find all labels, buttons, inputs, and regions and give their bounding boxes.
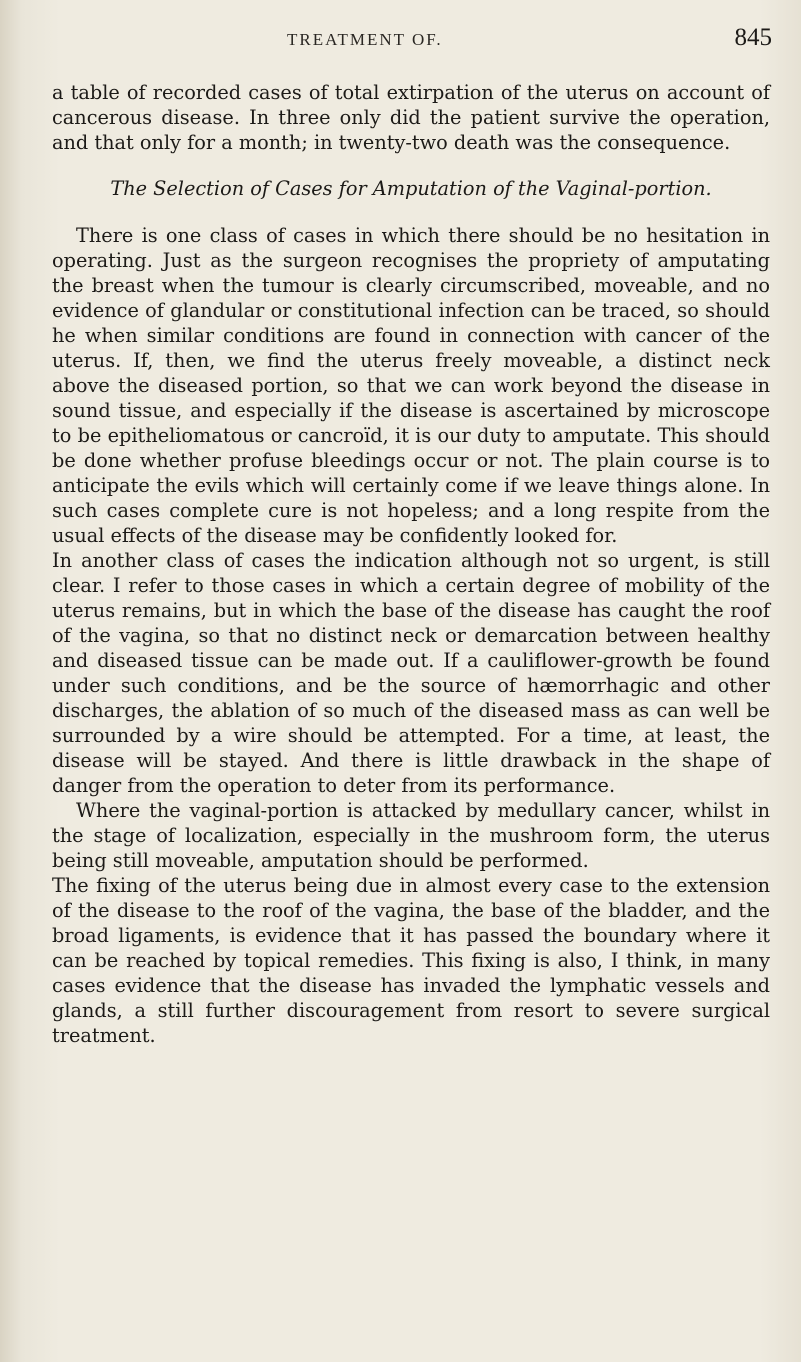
page-number: 845 — [734, 24, 772, 51]
intro-paragraph: a table of recorded cases of total extirpation of the uterus on account of cancerous disease. In three only did the patient survive the operation, and that only for a month; in twenty-two death was the consequence. — [52, 81, 770, 154]
page-header — [52, 24, 772, 64]
paragraph-selection-of-cases: There is one class of cases in which there should be no hesitation in operating. Just as the surgeon recognises the propriety of amputating the breast when the tumour is clearly circumscribed, moveable, and no evidence of glandular or constitutional infection can be traced, so should he when similar conditions are found in connection with cancer of the uterus. If, then, we find the uterus freely moveable, a distinct neck above the diseased portion, so that we can work beyond the disease in sound tissue, and especially if the disease is ascertained by microscope to be epitheliomatous or cancroïd, it is our duty to amputate. This should be done whether profuse bleedings occur or not. The plain course is to anticipate the evils which will certainly come if we leave things alone. In such cases complete cure is not hopeless; and a long respite from the usual effects of the disease may be confidently looked for. — [52, 224, 770, 547]
running-head: TREATMENT OF. — [287, 30, 443, 49]
paragraph-another-class: In another class of cases the indication although not so urgent, is still clear. I refer to those cases in which a certain degree of mobility of the uterus remains, but in which the base of the disease has caught the roof of the vagina, so that no distinct neck or demarcation between healthy and diseased tissue can be made out. If a cauliflower-growth be found under such conditions, and be the source of hæmorrhagic and other discharges, the ablation of so much of the diseased mass as can well be surrounded by a wire should be attempted. For a time, at least, the disease will be stayed. And there is little drawback in the shape of danger from the operation to deter from its performance. — [52, 549, 770, 797]
body-text — [52, 80, 770, 1048]
section-heading: The Selection of Cases for Amputation of the Vaginal-portion. — [110, 177, 712, 200]
paragraph-fixing-of-uterus: The fixing of the uterus being due in almost every case to the extension of the disease to the roof of the vagina, the base of the bladder, and the broad ligaments, is evidence that it has passed the boundary where it can be reached by topical remedies. This fixing is also, I think, in many cases evidence that the disease has invaded the lymphatic vessels and glands, a still further discouragement from resort to severe surgical treatment. — [52, 874, 770, 1047]
paragraph-medullary-cancer: Where the vaginal-portion is attacked by medullary cancer, whilst in the stage of localization, especially in the mushroom form, the uterus being still moveable, amputation should be performed. — [52, 799, 770, 872]
